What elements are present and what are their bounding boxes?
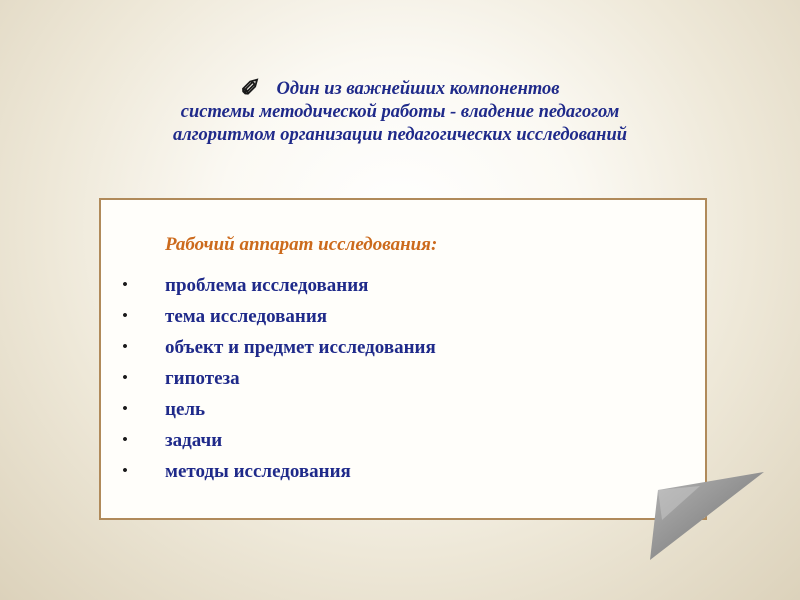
list-item-label: методы исследования xyxy=(165,461,351,482)
checkmark-pencil-icon: ✐ xyxy=(240,76,261,102)
heading-line-3: алгоритмом организации педагогических исследований xyxy=(172,125,628,145)
list-item-label: задачи xyxy=(165,430,223,451)
heading-line-1-text: Один из важнейших компонентов xyxy=(276,79,560,99)
content-panel xyxy=(99,198,707,520)
bullet-icon: • xyxy=(122,308,128,324)
bullet-icon: • xyxy=(122,370,128,386)
heading-line-2: системы методической работы - владение педагогом xyxy=(180,102,620,122)
bullet-icon: • xyxy=(122,277,128,293)
heading-line-1 xyxy=(40,78,760,101)
bullet-icon: • xyxy=(122,432,128,448)
list-item-label: проблема исследования xyxy=(165,275,369,296)
page-curl-decoration xyxy=(640,460,770,570)
page-curl-shape xyxy=(650,472,764,560)
list-item-label: объект и предмет исследования xyxy=(165,337,436,358)
list-item-label: тема исследования xyxy=(165,306,328,327)
slide-heading xyxy=(40,78,760,147)
bullet-icon: • xyxy=(122,463,128,479)
panel-title: Рабочий аппарат исследования: xyxy=(165,234,438,255)
bullet-icon: • xyxy=(122,339,128,355)
bullet-icon: • xyxy=(122,401,128,417)
list-item-label: гипотеза xyxy=(165,368,240,389)
list-item-label: цель xyxy=(165,399,206,420)
